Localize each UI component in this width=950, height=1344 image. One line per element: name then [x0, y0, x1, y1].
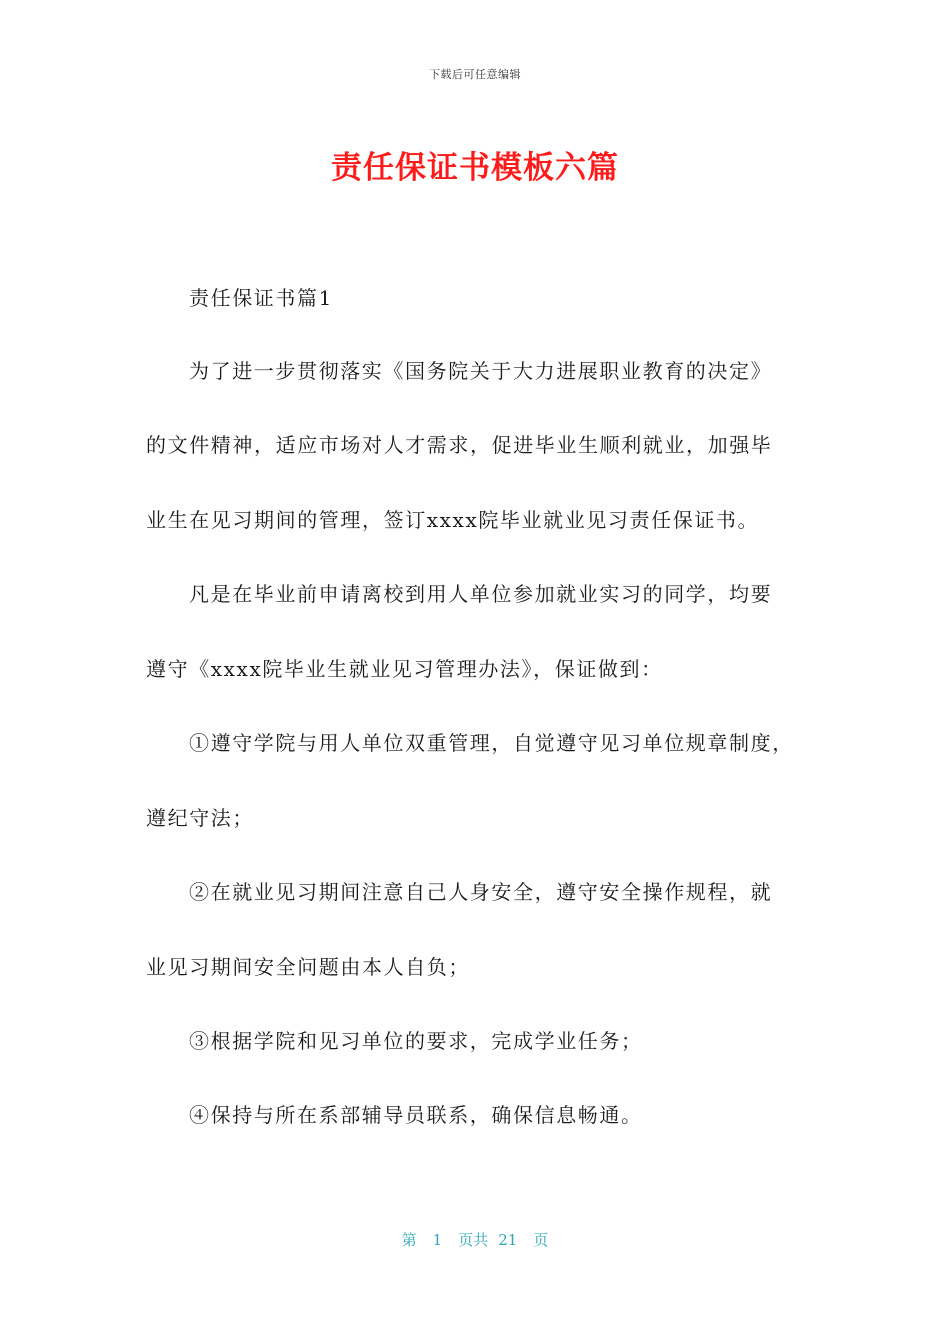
footer-current-page: 1: [432, 1231, 443, 1249]
footer-middle: 页共: [458, 1231, 489, 1249]
list-item-4: ④保持与所在系部辅导员联系，确保信息畅通。: [189, 1103, 643, 1127]
list-item-2: ②在就业见习期间注意自己人身安全，遵守安全操作规程，就: [189, 880, 773, 904]
section-heading: 责任保证书篇1: [189, 286, 333, 310]
paragraph-line: 凡是在毕业前申请离校到用人单位参加就业实习的同学，均要: [189, 582, 773, 606]
paragraph-line: 为了进一步贯彻落实《国务院关于大力进展职业教育的决定》: [189, 359, 773, 383]
list-item-1: ①遵守学院与用人单位双重管理，自觉遵守见习单位规章制度，: [189, 731, 794, 755]
page-footer: [0, 1229, 950, 1250]
document-title: 责任保证书模板六篇: [331, 150, 619, 186]
footer-suffix: 页: [533, 1231, 549, 1249]
paragraph-line: 的文件精神，适应市场对人才需求，促进毕业生顺利就业，加强毕: [146, 433, 773, 457]
footer-total-pages: 21: [498, 1231, 518, 1249]
paragraph-line: 遵守《xxxx院毕业生就业见习管理办法》，保证做到：: [146, 657, 663, 681]
list-item-3: ③根据学院和见习单位的要求，完成学业任务；: [189, 1029, 643, 1053]
footer-prefix: 第: [401, 1231, 417, 1249]
list-item-1-continued: 遵纪守法；: [146, 806, 254, 830]
paragraph-line: 业生在见习期间的管理，签订xxxx院毕业就业见习责任保证书。: [146, 508, 760, 532]
list-item-2-continued: 业见习期间安全问题由本人自负；: [146, 955, 470, 979]
header-note: 下载后可任意编辑: [429, 68, 521, 81]
